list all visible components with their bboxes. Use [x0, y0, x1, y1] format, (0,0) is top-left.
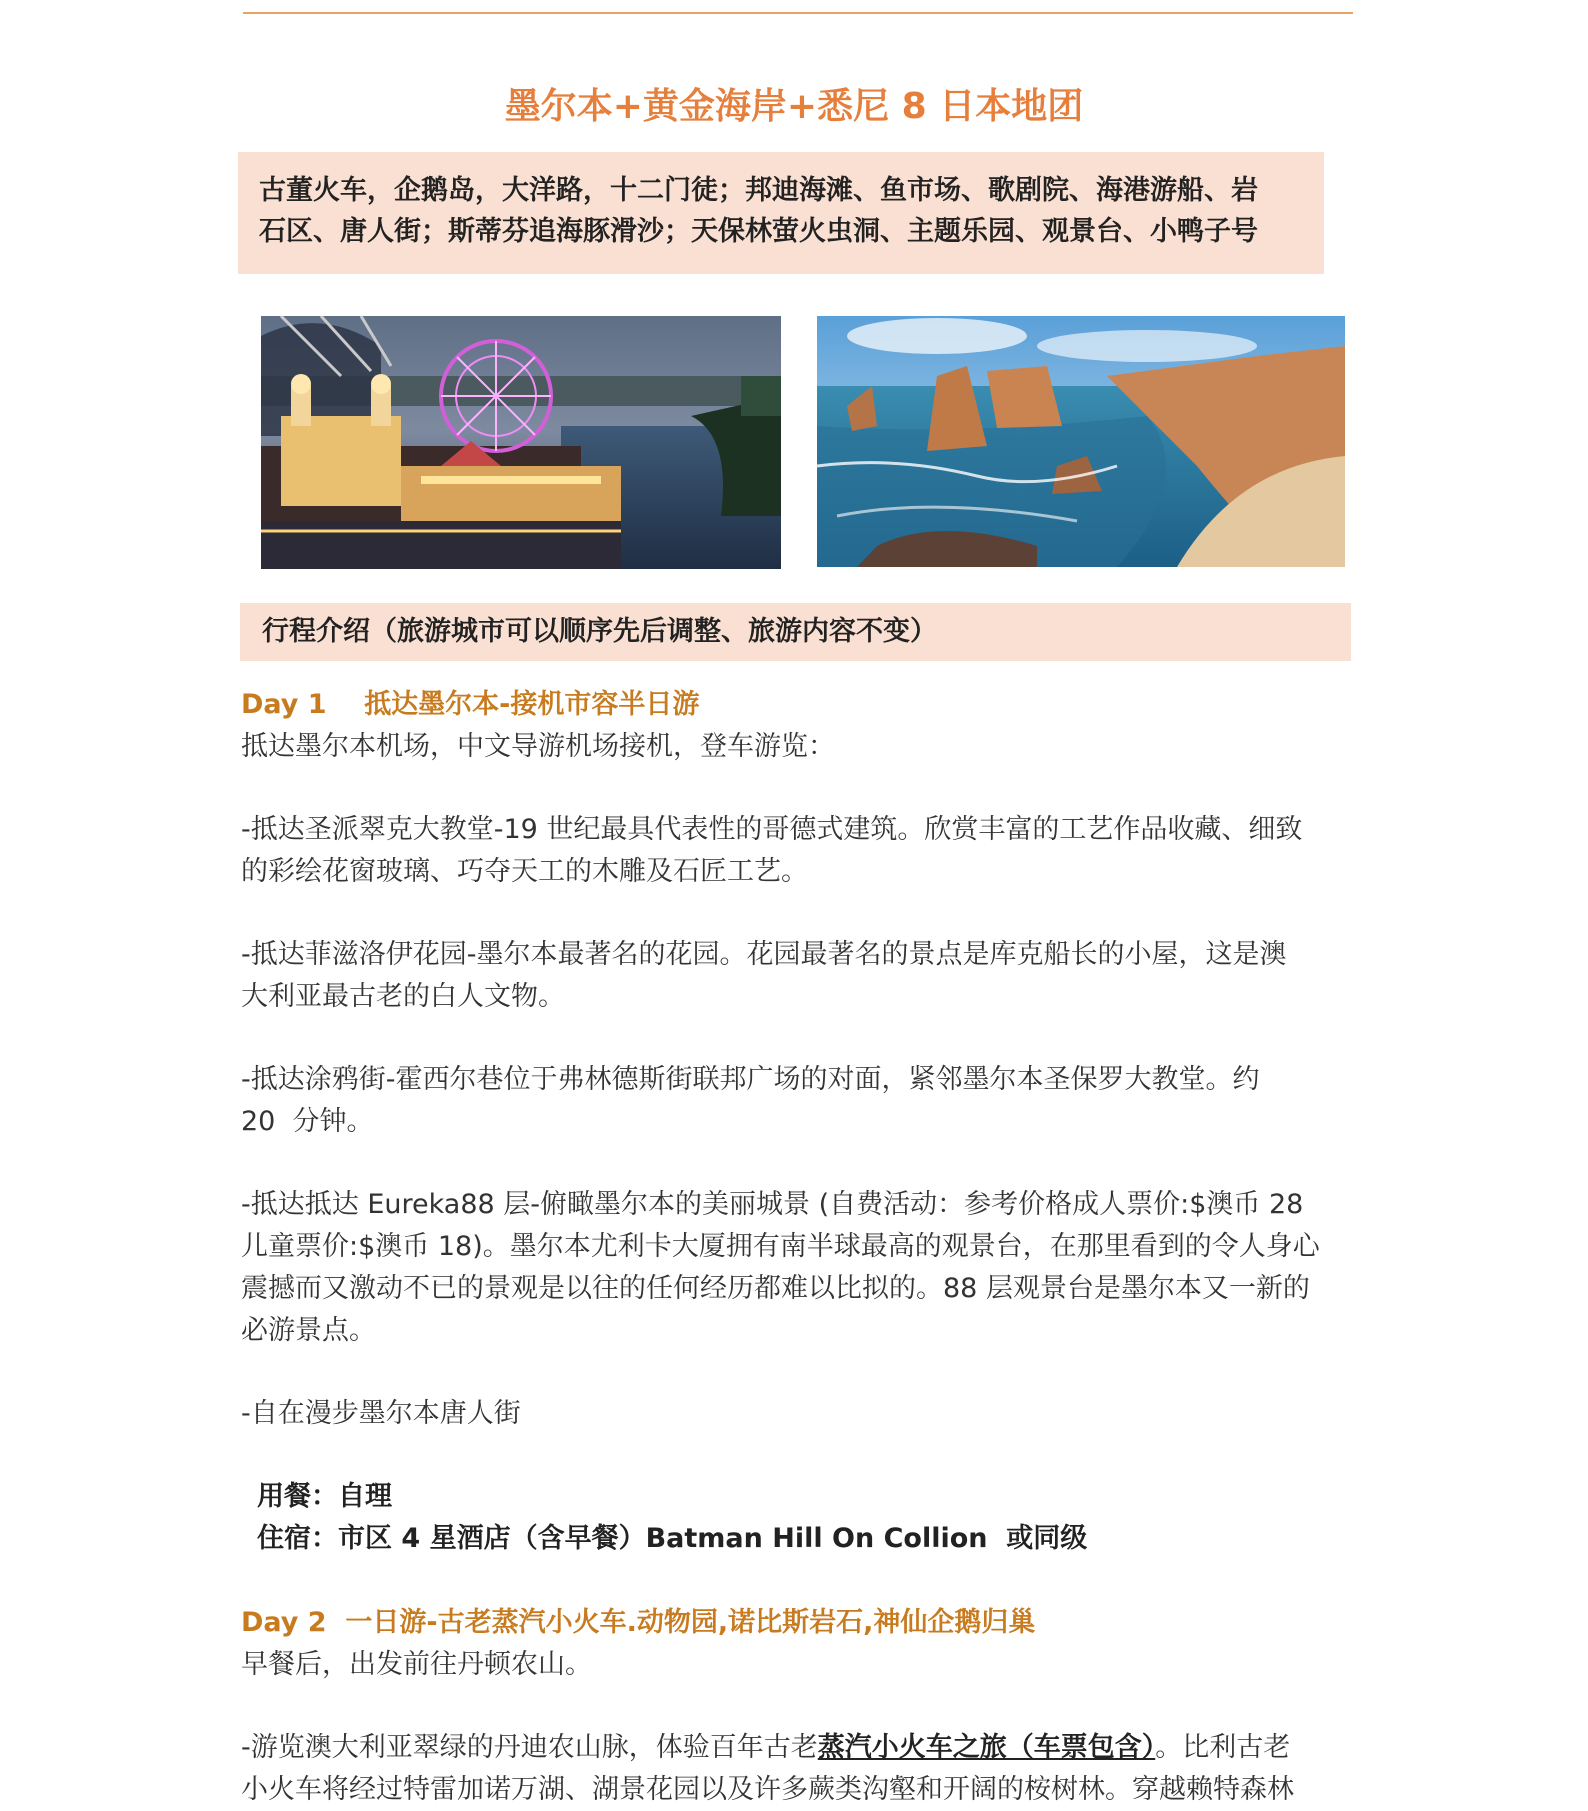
day1-p4-line1: -抵达抵达 Eureka88 层-俯瞰墨尔本的美丽城景 (自费活动：参考价格成人票价:$澳币 28 [241, 1189, 1304, 1220]
day1-p3-line2: 20 分钟。 [241, 1106, 374, 1137]
day1-p4-line4: 必游景点。 [241, 1315, 376, 1346]
highlights-line-2: 石区、唐人街；斯蒂芬追海豚滑沙；天保林萤火虫洞、主题乐园、观景台、小鸭子号 [259, 216, 1258, 247]
day1-heading: Day 1 抵达墨尔本-接机市容半日游 [241, 689, 700, 720]
day2-heading: Day 2 一日游-古老蒸汽小火车.动物园,诺比斯岩石,神仙企鹅归巢 [241, 1607, 1036, 1638]
day2-p1-post: 。比利古老 [1155, 1732, 1291, 1763]
day2-p1-line2: 小火车将经过特雷加诺万湖、湖景花园以及许多蕨类沟壑和开阔的桉树林。穿越赖特森林 [241, 1774, 1294, 1805]
day1-p1-line1: -抵达圣派翠克大教堂-19 世纪最具代表性的哥德式建筑。欣赏丰富的工艺作品收藏、细致 [241, 814, 1303, 845]
day1-meal: 用餐：自理 [257, 1481, 392, 1512]
day1-p3-line1: -抵达涂鸦街-霍西尔巷位于弗林德斯街联邦广场的对面，紧邻墨尔本圣保罗大教堂。约 [241, 1064, 1260, 1095]
itinerary-section-title: 行程介绍（旅游城市可以顺序先后调整、旅游内容不变） [240, 603, 1351, 661]
top-rule [243, 12, 1353, 14]
itinerary-content [241, 684, 1351, 1811]
day1-p4-line2: 儿童票价:$澳币 18)。墨尔本尤利卡大厦拥有南半球最高的观景台，在那里看到的令人身心 [241, 1231, 1320, 1262]
luna-park-photo [261, 316, 781, 569]
day2-p1-line1 [241, 1727, 1351, 1769]
day2-p1-pre: -游览澳大利亚翠绿的丹迪农山脉，体验百年古老 [241, 1732, 818, 1763]
steam-train-highlight: 蒸汽小火车之旅（车票包含） [817, 1732, 1156, 1763]
day1-p1-line2: 的彩绘花窗玻璃、巧夺天工的木雕及石匠工艺。 [241, 856, 808, 887]
day2-intro: 早餐后，出发前往丹顿农山。 [241, 1649, 592, 1680]
highlights-box [238, 152, 1324, 274]
day1-p2-line1: -抵达菲滋洛伊花园-墨尔本最著名的花园。花园最著名的景点是库克船长的小屋，这是澳 [241, 939, 1287, 970]
day1-intro: 抵达墨尔本机场，中文导游机场接机，登车游览： [241, 731, 835, 762]
highlights-line-1: 古董火车，企鹅岛，大洋路，十二门徒；邦迪海滩、鱼市场、歌剧院、海港游船、岩 [259, 175, 1258, 206]
day1-p2-line2: 大利亚最古老的白人文物。 [241, 981, 565, 1012]
day1-p4-line3: 震撼而又激动不已的景观是以往的任何经历都难以比拟的。88 层观景台是墨尔本又一新的 [241, 1273, 1310, 1304]
day1-hotel: 住宿：市区 4 星酒店（含早餐）Batman Hill On Collion 或同级 [257, 1523, 1088, 1554]
page-title: 墨尔本+黄金海岸+悉尼 8 日本地团 [504, 86, 1084, 127]
day1-p5: -自在漫步墨尔本唐人街 [241, 1398, 521, 1429]
twelve-apostles-photo [817, 316, 1345, 567]
